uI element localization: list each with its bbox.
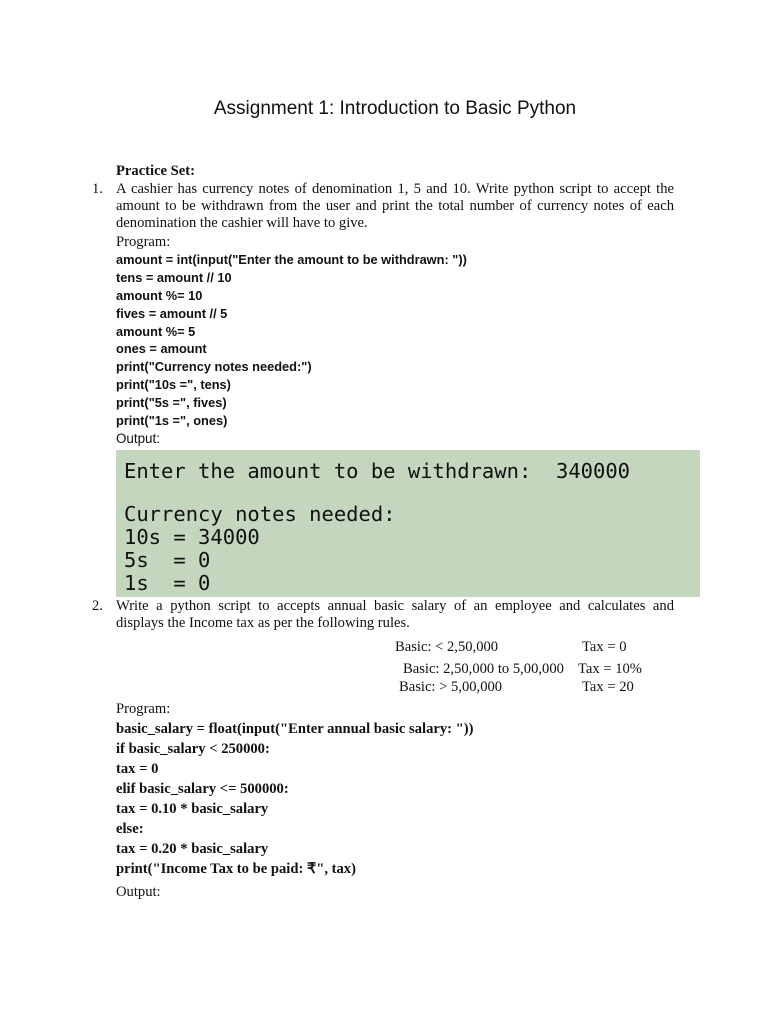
question-1-line: A cashier has currency notes of denomination 1, 5 and 10. Write python script to accept the xyxy=(116,181,674,197)
code-line: else: xyxy=(116,821,144,837)
tax-rule-basic: Basic: > 5,00,000 xyxy=(399,679,503,695)
code-line: amount %= 5 xyxy=(116,323,196,339)
code-line: print("1s =", ones) xyxy=(116,413,228,429)
terminal-output-screenshot xyxy=(116,450,700,597)
code-line: tax = 0 xyxy=(116,761,159,777)
question-1-line: denomination the cashier will have to give. xyxy=(116,215,368,231)
question-1-number: 1. xyxy=(92,181,103,197)
code-line: elif basic_salary <= 500000: xyxy=(116,781,289,797)
code-line: ones = amount xyxy=(116,341,207,357)
question-2-line: displays the Income tax as per the following rules. xyxy=(116,615,410,631)
code-line: print("Income Tax to be paid: ₹", tax) xyxy=(116,861,356,877)
question-2-text xyxy=(116,598,674,632)
terminal-result-line: 10s = 34000 xyxy=(124,525,260,549)
tax-rule-tax: Tax = 0 xyxy=(582,639,627,655)
q2-program-label: Program: xyxy=(116,701,171,717)
code-line: amount %= 10 xyxy=(116,287,203,303)
code-line: tens = amount // 10 xyxy=(116,269,232,285)
code-line: print("10s =", tens) xyxy=(116,377,231,393)
terminal-prompt-line: Enter the amount to be withdrawn: 340000 xyxy=(124,459,631,483)
question-2-number: 2. xyxy=(92,598,103,614)
tax-rule-basic: Basic: 2,50,000 to 5,00,000 xyxy=(403,661,564,677)
code-line: fives = amount // 5 xyxy=(116,305,228,321)
code-line: print("Currency notes needed:") xyxy=(116,359,312,375)
q1-output-label: Output: xyxy=(116,431,160,446)
q1-code-block xyxy=(116,251,467,430)
practice-set-heading: Practice Set: xyxy=(116,163,195,179)
code-line: tax = 0.10 * basic_salary xyxy=(116,801,269,817)
page-title: Assignment 1: Introduction to Basic Python xyxy=(213,98,577,119)
code-line: amount = int(input("Enter the amount to be withdrawn: ")) xyxy=(116,252,467,267)
code-line: basic_salary = float(input("Enter annual basic salary: ")) xyxy=(116,721,474,737)
q2-output-label: Output: xyxy=(116,884,161,900)
tax-rule-basic: Basic: < 2,50,000 xyxy=(395,639,499,655)
terminal-header-line: Currency notes needed: xyxy=(124,502,396,526)
code-line: tax = 0.20 * basic_salary xyxy=(116,841,269,857)
tax-rule-tax: Tax = 10% xyxy=(578,661,642,677)
question-1-text xyxy=(116,181,674,232)
q1-program-label: Program: xyxy=(116,234,171,250)
q2-code-block xyxy=(116,721,474,881)
question-1-line: amount to be withdrawn from the user and print the total number of currency notes of each xyxy=(116,198,674,214)
terminal-result-line: 5s = 0 xyxy=(124,548,211,572)
code-line: print("5s =", fives) xyxy=(116,395,227,411)
question-2-line: Write a python script to accepts annual basic salary of an employee and calculates and xyxy=(116,598,674,614)
tax-rule-tax: Tax = 20 xyxy=(582,679,634,695)
terminal-result-line: 1s = 0 xyxy=(124,571,211,595)
code-line: if basic_salary < 250000: xyxy=(116,741,270,757)
